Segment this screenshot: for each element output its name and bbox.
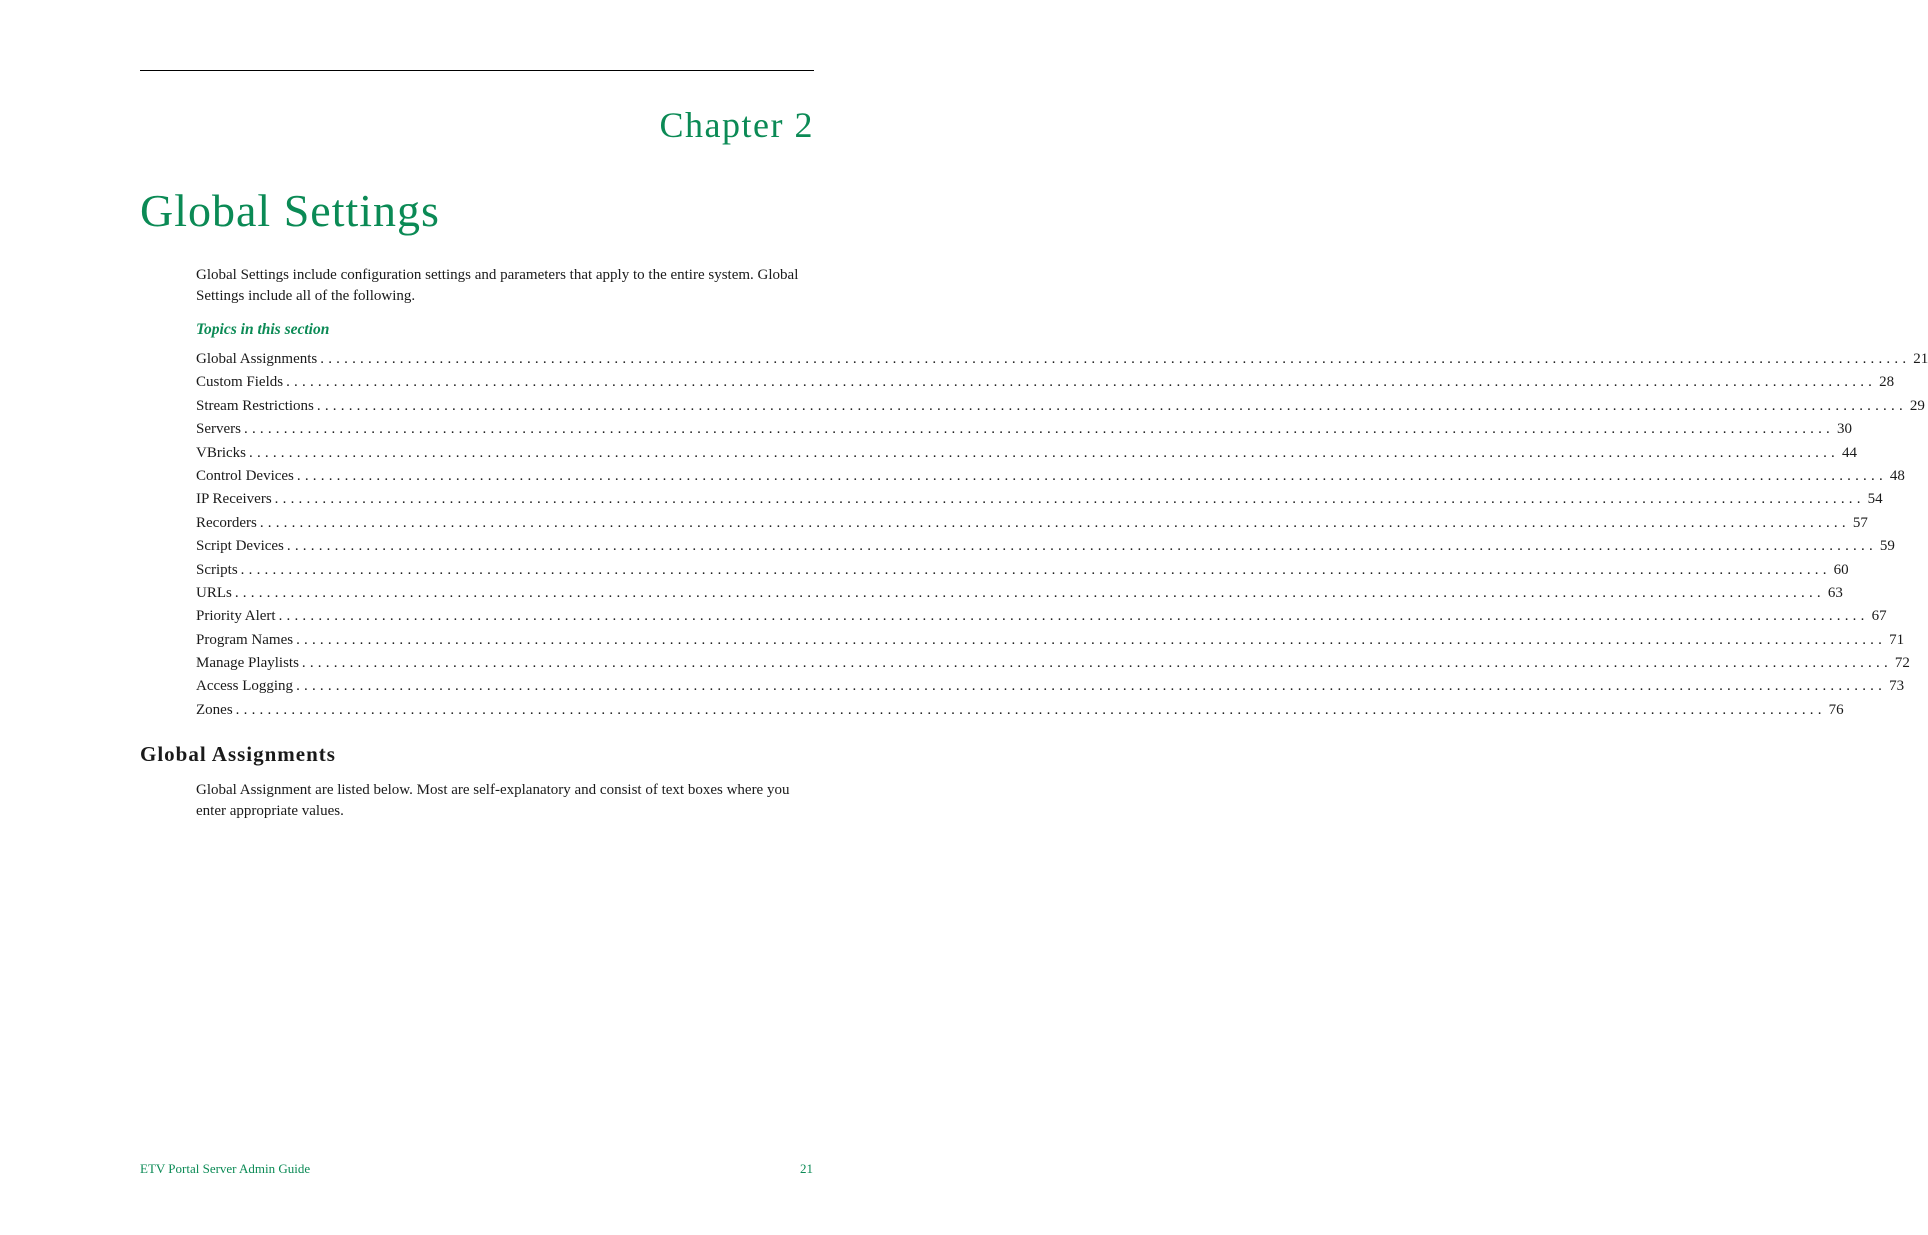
toc-dot-leader: ........................................................................................................................................................................................................ [240, 561, 1831, 578]
toc-dot-leader: ........................................................................................................................................................................................................ [286, 538, 1877, 555]
toc-entry[interactable] [196, 675, 1905, 698]
toc-entry[interactable] [196, 535, 1895, 558]
toc-entry-page[interactable]: 73 [1889, 678, 1905, 695]
topics-heading: Topics in this section [196, 321, 330, 338]
toc-entry[interactable] [196, 465, 1905, 488]
toc-dot-leader: ........................................................................................................................................................................................................ [301, 655, 1892, 672]
toc-entry[interactable] [196, 371, 1895, 394]
toc-entry-page[interactable]: 21 [1913, 351, 1928, 367]
chapter-title: Global Settings [140, 185, 440, 236]
toc-entry-page[interactable]: 67 [1871, 608, 1887, 625]
intro-paragraph: Global Settings include configuration settings and parameters that apply to the entire system. Global Settings include all of the following. [196, 267, 799, 304]
chapter-label: Chapter 2 [659, 105, 814, 145]
toc-entry-label[interactable]: Global Assignments [196, 351, 318, 367]
toc-entry-label[interactable]: Zones [196, 701, 233, 718]
section-body: Global Assignment are listed below. Most are self-explanatory and consist of text boxes where you enter appropriate values. [196, 782, 790, 819]
toc-entry-label[interactable]: Recorders [196, 514, 257, 531]
toc-dot-leader: ........................................................................................................................................................................................................ [259, 514, 1850, 531]
toc-entry-page[interactable]: 44 [1842, 444, 1857, 461]
toc-entry-page[interactable]: 29 [1909, 397, 1925, 414]
toc-entry-label[interactable]: Stream Restrictions [196, 397, 314, 414]
toc-entry-page[interactable]: 57 [1852, 514, 1868, 531]
toc-entry-page[interactable]: 63 [1827, 584, 1843, 601]
toc-entry[interactable] [196, 629, 1905, 652]
toc-entry-label[interactable]: URLs [196, 584, 232, 601]
toc-dot-leader: ........................................................................................................................................................................................................ [286, 374, 1877, 391]
toc-entry[interactable] [196, 418, 1852, 441]
section-heading: Global Assignments [140, 742, 336, 766]
toc-entry-label[interactable]: Manage Playlists [196, 655, 299, 672]
toc-dot-leader: ........................................................................................................................................................................................................ [316, 397, 1907, 414]
toc-entry-page[interactable]: 72 [1894, 655, 1910, 672]
toc-entry-label[interactable]: Script Devices [196, 538, 284, 555]
toc-entry[interactable] [196, 442, 1857, 465]
toc-entry-label[interactable]: VBricks [196, 444, 246, 461]
toc-entry-label[interactable]: Control Devices [196, 467, 294, 484]
toc-dot-leader: ........................................................................................................................................................................................................ [296, 631, 1887, 648]
footer-doc-title: ETV Portal Server Admin Guide [140, 1161, 311, 1176]
toc-entry[interactable] [196, 488, 1883, 511]
toc-entry[interactable] [196, 559, 1849, 582]
toc-entry-label[interactable]: Program Names [196, 631, 294, 648]
toc-entry[interactable] [196, 699, 1844, 722]
toc-entry[interactable] [196, 395, 1925, 418]
toc-entry[interactable] [196, 348, 1928, 371]
toc-entry-label[interactable]: Servers [196, 421, 241, 438]
toc-dot-leader: ........................................................................................................................................................................................................ [249, 444, 1839, 461]
toc-entry-label[interactable]: Scripts [196, 561, 238, 578]
toc-dot-leader: ........................................................................................................................................................................................................ [320, 351, 1911, 367]
toc-entry-page[interactable]: 59 [1879, 538, 1895, 555]
toc-dot-leader: ........................................................................................................................................................................................................ [274, 491, 1865, 508]
toc-entry-label[interactable]: Access Logging [196, 678, 294, 695]
toc-entry-page[interactable]: 71 [1889, 631, 1905, 648]
toc-entry-page[interactable]: 54 [1867, 491, 1883, 508]
toc-entry-page[interactable]: 60 [1833, 561, 1849, 578]
toc-entry[interactable] [196, 652, 1910, 675]
toc-entry-page[interactable]: 30 [1837, 421, 1852, 438]
toc-dot-leader: ........................................................................................................................................................................................................ [296, 678, 1887, 695]
toc-dot-leader: ........................................................................................................................................................................................................ [296, 467, 1887, 484]
footer-page-number: 21 [800, 1161, 813, 1176]
toc-dot-leader: ........................................................................................................................................................................................................ [278, 608, 1869, 625]
toc-dot-leader: ........................................................................................................................................................................................................ [235, 701, 1826, 718]
topics-list [196, 348, 1928, 722]
toc-entry-label[interactable]: IP Receivers [196, 491, 272, 508]
toc-entry[interactable] [196, 605, 1887, 628]
toc-entry-page[interactable]: 28 [1879, 374, 1895, 391]
toc-entry-label[interactable]: Priority Alert [196, 608, 276, 625]
toc-entry-label[interactable]: Custom Fields [196, 374, 284, 391]
top-rule [140, 70, 814, 71]
toc-dot-leader: ........................................................................................................................................................................................................ [234, 584, 1825, 601]
toc-entry[interactable] [196, 512, 1868, 535]
toc-entry-page[interactable]: 48 [1889, 467, 1905, 484]
toc-dot-leader: ........................................................................................................................................................................................................ [244, 421, 1834, 438]
toc-entry-page[interactable]: 76 [1828, 701, 1844, 718]
toc-entry[interactable] [196, 582, 1843, 605]
